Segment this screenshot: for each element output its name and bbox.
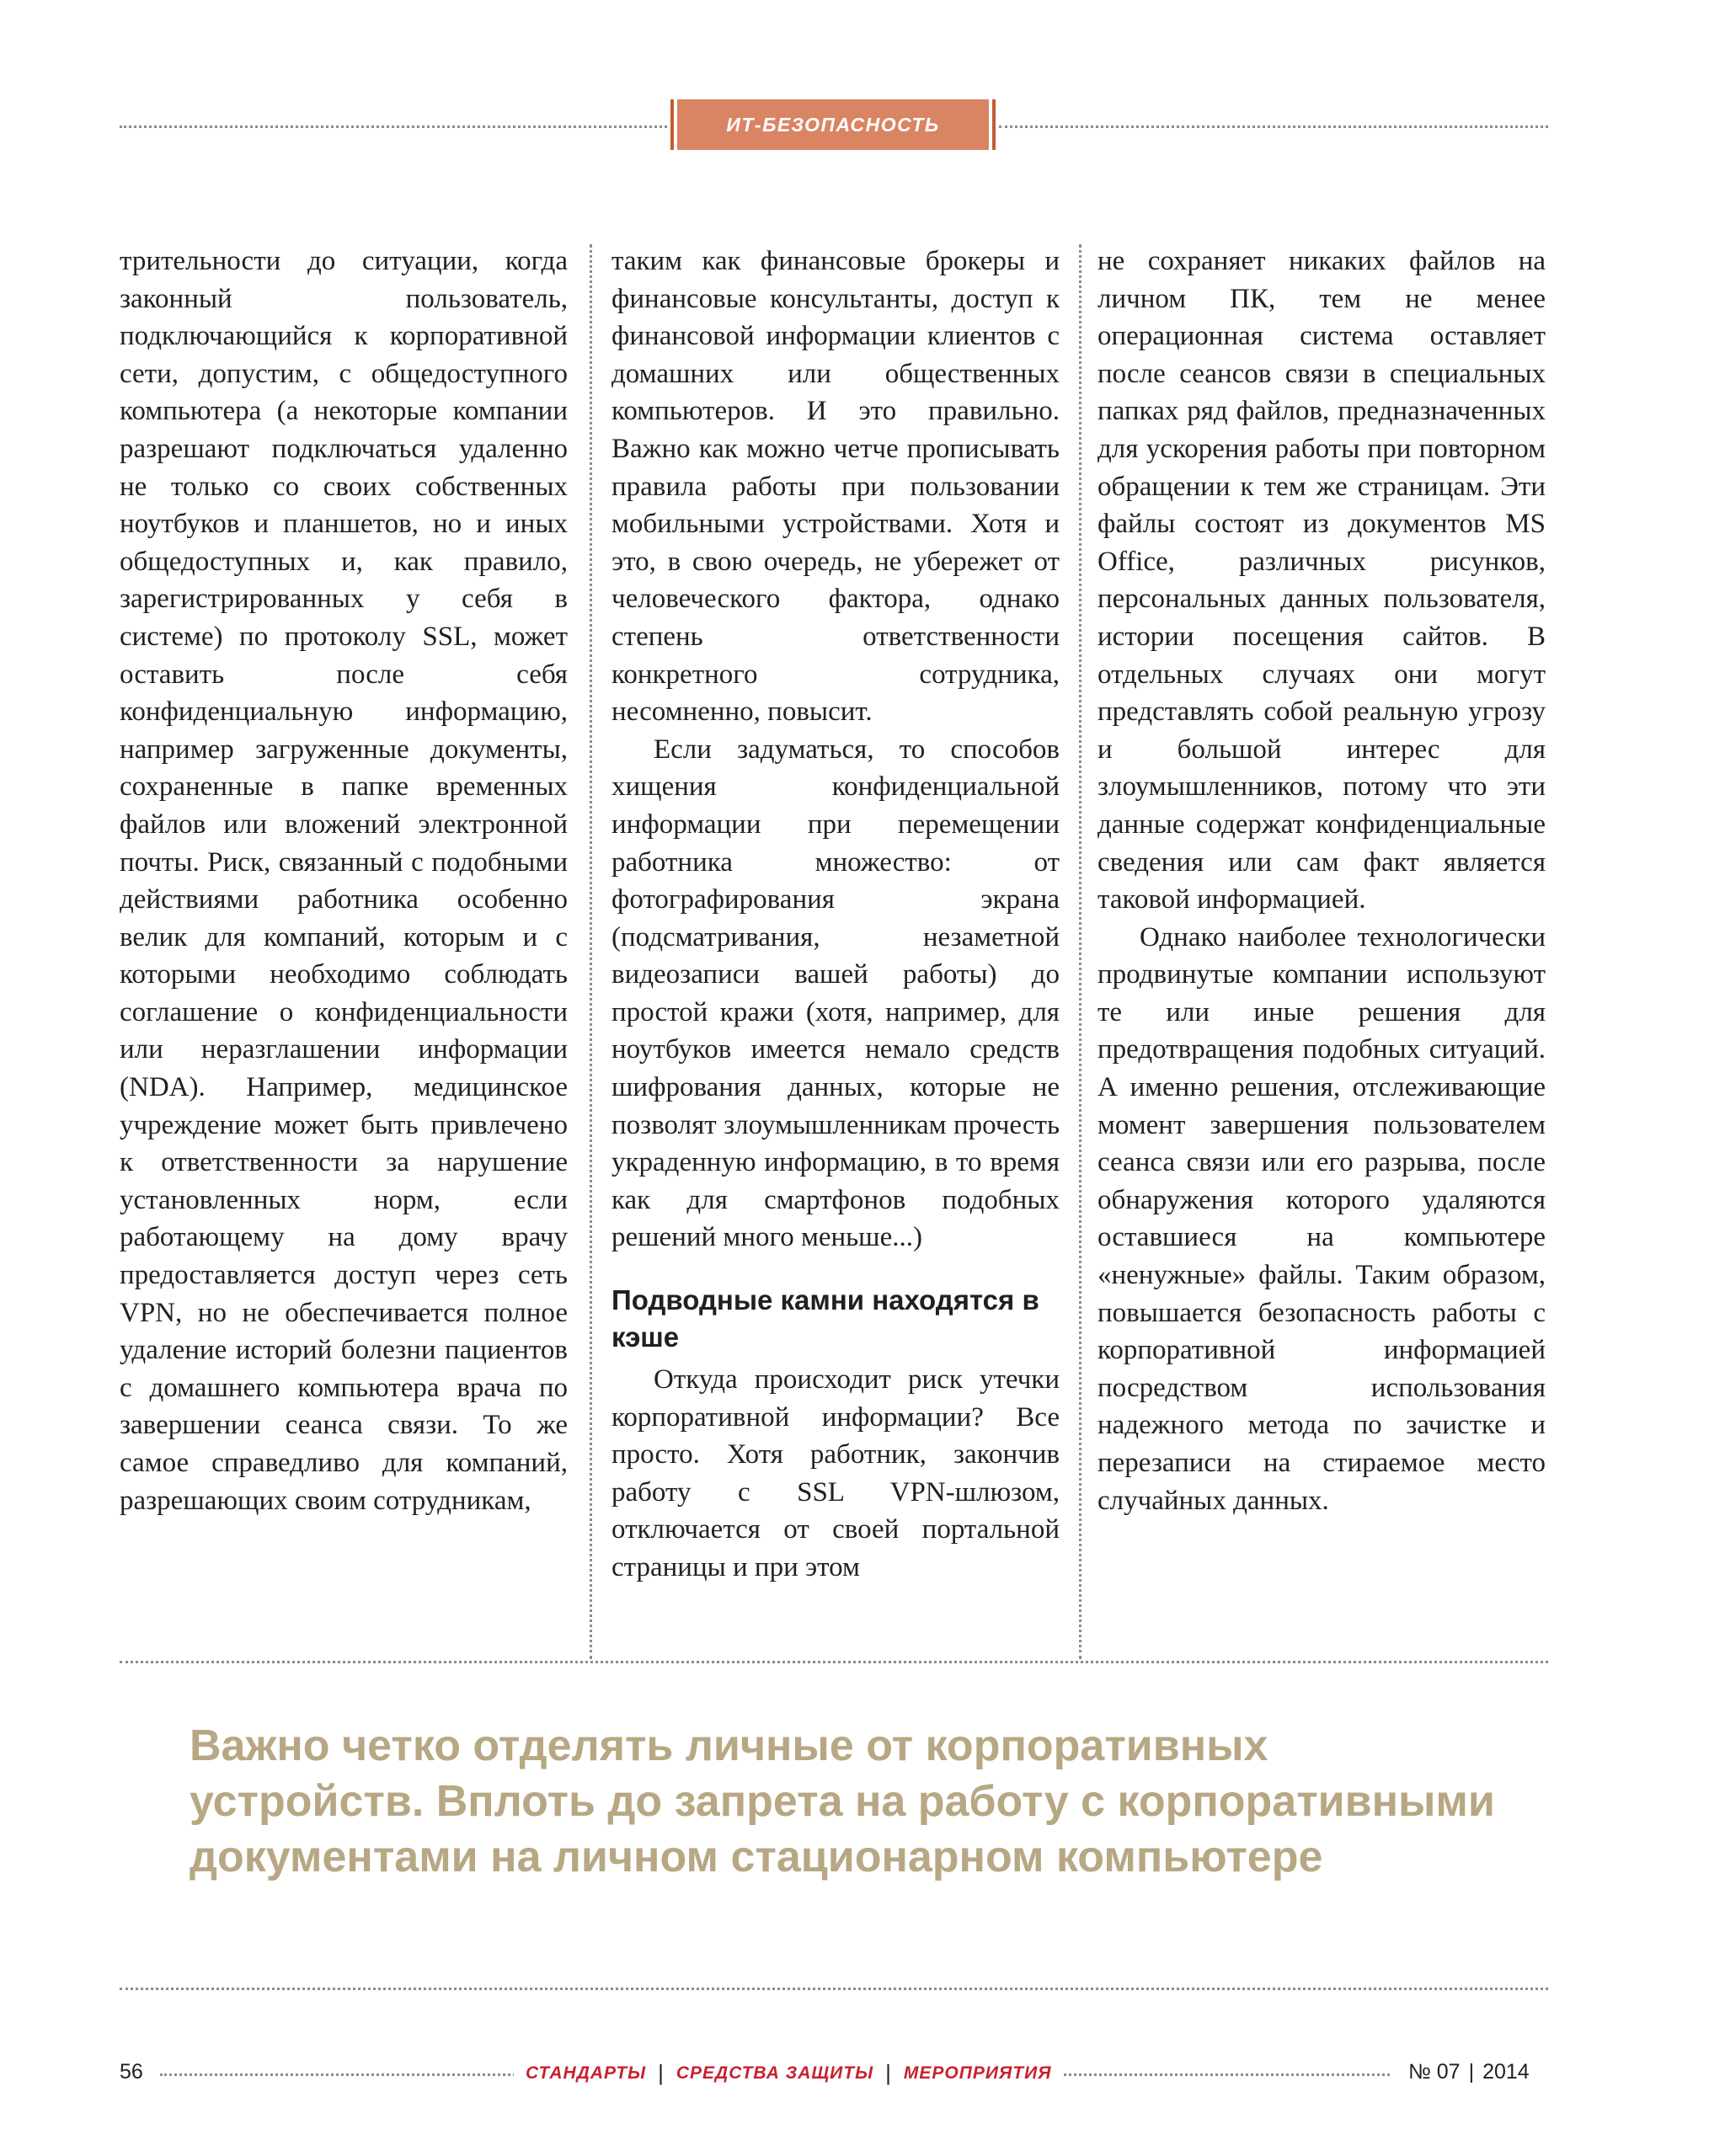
section-rule-top (120, 1661, 1548, 1663)
footer-nav-separator: | (885, 2060, 892, 2085)
header-rule-right (999, 125, 1548, 128)
section-tab (670, 99, 996, 150)
paragraph: Откуда происходит риск утечки корпоративной информации? Все просто. Хотя работник, закончив работу с SSL VPN-шлюзом, отключается от своей портальной страницы и при этом (611, 1364, 1060, 1582)
footer-nav-events: МЕРОПРИЯТИЯ (903, 2063, 1052, 2083)
section-rule-bottom (120, 1988, 1548, 1990)
article-column-1 (120, 243, 568, 1603)
section-title: ИТ-БЕЗОПАСНОСТЬ (726, 113, 940, 136)
issue-number: № 07 (1408, 2060, 1461, 2084)
footer-nav-protection: СРЕДСТВА ЗАЩИТЫ (676, 2063, 874, 2083)
header-rule-left (120, 125, 667, 128)
issue-year: 2014 (1482, 2060, 1530, 2084)
footer-issue-separator: | (1468, 2060, 1475, 2084)
footer-issue (1398, 2060, 1530, 2084)
paragraph: не сохраняет никаких файлов на личном ПК, тем не менее операционная система оставляет после сеансов связи в специальных папках ряд файлов, предназначенных для ускорения работы при повторном обращении к тем же страницам. Эти файлы состоят из документов MS Office, различных рисунков, персональных данных пользователя, истории посещения сайтов. В отдельных случаях они могут представлять собой реальную угрозу и большой интерес для злоумышленников, потому что эти данные содержат конфиденциальные сведения или сам факт является таковой информацией. (1097, 246, 1546, 915)
subheading: Подводные камни находятся в кэше (611, 1284, 1039, 1353)
footer-nav-separator: | (658, 2060, 665, 2085)
article-column-2 (611, 243, 1060, 1603)
paragraph: Однако наиболее технологически продвинутые компании используют те или иные решения для предотвращения подобных ситуаций. А именно решения, отслеживающие момент завершения пользователем сеанса связи или его разрыва, после обнаружения которого удаляются оставшиеся на компьютере «ненужные» файлы. Таким образом, повышается безопасность работы с корпоративной информацией посредством использования надежного метода по зачистке и перезаписи на стираемое место случайных данных. (1097, 921, 1546, 1516)
paragraph: таким как финансовые брокеры и финансовые консультанты, доступ к финансовой информации клиентов с домашних или общественных компьютеров. И это правильно. Важно как можно четче прописывать правила работы при пользовании мобильными устройствами. Хотя и это, в свою очередь, не убережет от человеческого фактора, однако степень ответственности конкретного сотрудника, несомненно, повысит. (611, 246, 1060, 728)
article-column-3 (1097, 243, 1546, 1603)
paragraph: Если задуматься, то способов хищения конфиденциальной информации при перемещении работника множество: от фотографирования экрана (подсматривания, незаметной видеозаписи вашей работы) до простой кражи (хотя, например, для ноутбуков имеется немало средств шифрования данных, которые не позволят злоумышленникам прочесть украденную информацию, в то время как для смартфонов подобных решений много меньше...) (611, 734, 1060, 1253)
footer-nav (514, 2060, 1064, 2086)
paragraph: трительности до ситуации, когда законный пользователь, подключающийся к корпоративной сети, допустим, с общедоступного компьютера (а некоторые компании разрешают подключаться удаленно не только со своих собственных ноутбуков и планшетов, но и иных общедоступных и, как правило, зарегистрированных у себя в системе) по протоколу SSL, может оставить после себя конфиденциальную информацию, например загруженные документы, сохраненные в папке временных файлов или вложений электронной почты. Риск, связанный с подобными действиями работника особенно велик для компаний, которым и с которыми необходимо соблюдать соглашение о конфиденциальности или неразглашении информации (NDA). Например, медицинское учреждение может быть привлечено к ответственности за нарушение установленных норм, если работающему на дому врачу предоставляется доступ через сеть VPN, но не обеспечивается полное удаление историй болезни пациентов с домашнего компьютера врача по завершении сеанса связи. То же самое справедливо для компаний, разрешающих своим сотрудникам, (120, 246, 568, 1516)
footer-nav-standards: СТАНДАРТЫ (526, 2063, 647, 2083)
column-divider-1 (590, 244, 592, 1659)
pull-quote: Важно четко отделять личные от корпоративных устройств. Вплоть до запрета на работу с корпоративными документами на личном стационарном компьютере (190, 1721, 1495, 1881)
column-divider-2 (1079, 244, 1081, 1659)
page-number: 56 (120, 2060, 143, 2084)
